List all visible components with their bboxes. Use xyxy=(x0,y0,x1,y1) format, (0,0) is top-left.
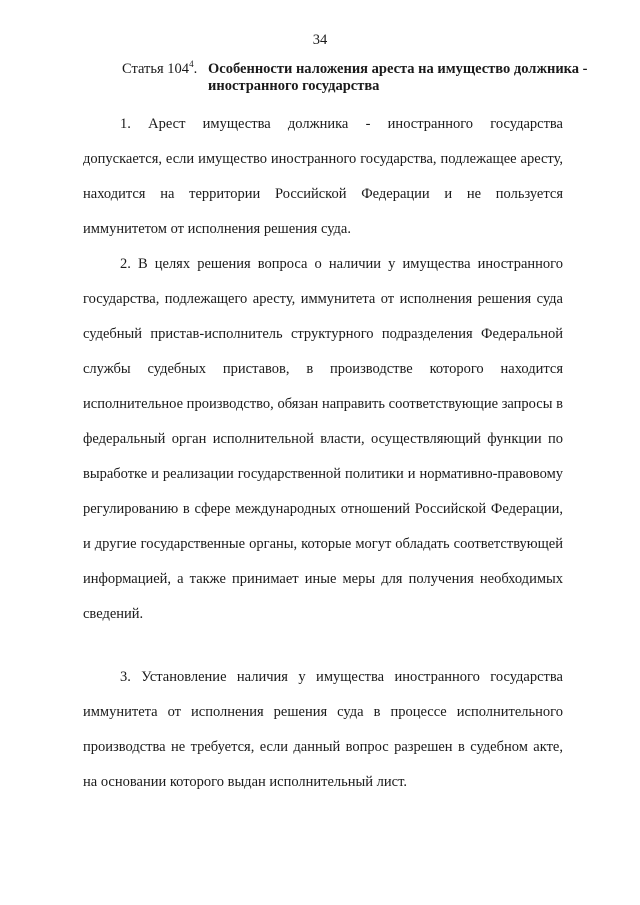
article-label-text: Статья 104 xyxy=(122,61,190,77)
paragraph-2-block xyxy=(83,247,563,632)
article-label xyxy=(122,61,197,78)
page-number: 34 xyxy=(312,32,328,48)
article-label-suffix: . xyxy=(193,61,198,77)
paragraph-1-block xyxy=(83,107,563,247)
article-label-superscript: 4 xyxy=(189,59,194,70)
paragraph-2: 2. В целях решения вопроса о наличии у имущества иностранного государства, подлежащего аресту, иммунитета от исполнения решения суда судебный пристав-исполнитель структурного подразделения Федеральной службы судебных приставов, в производстве которого находится исполнительное производство, обязан направить соответствующие запросы в федеральный орган исполнительной власти, осуществляющий функции по выработке и реализации государственной политики и нормативно-правовому регулированию в сфере международных отношений Российской Федерации, и другие государственные органы, которые могут обладать соответствующей информацией, а также принимает иные меры для получения необходимых сведений. xyxy=(83,256,563,622)
paragraph-1: 1. Арест имущества должника - иностранного государства допускается, если имущество иностранного государства, подлежащее аресту, находится на территории Российской Федерации и не пользуется иммунитетом от исполнения решения суда. xyxy=(83,116,563,237)
paragraph-3: 3. Установление наличия у имущества иностранного государства иммунитета от исполнения решения суда в процессе исполнительного производства не требуется, если данный вопрос разрешен в судебном акте, на основании которого выдан исполнительный лист. xyxy=(83,669,563,790)
paragraph-3-block xyxy=(83,660,563,800)
article-title: Особенности наложения ареста на имущество должника - иностранного государства xyxy=(208,61,588,94)
